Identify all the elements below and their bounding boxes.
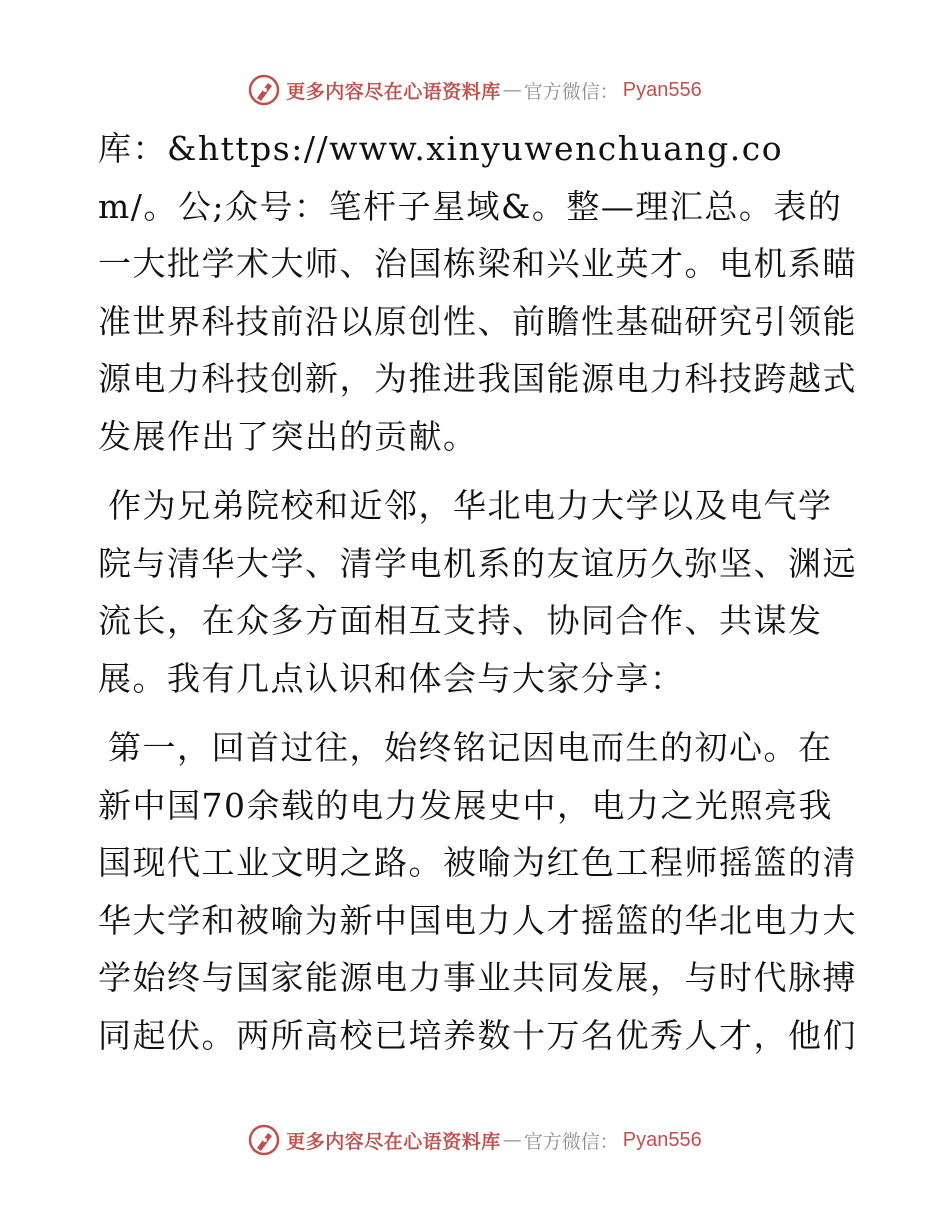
paragraph-3: 第一，回首过往，始终铭记因电而生的初心。在新中国70余载的电力发展史中，电力之光照亮我国现代工业文明之路。被喻为红色工程师摇篮的清华大学和被喻为新中国电力人才摇篮的华北电力大学始终与国家能源电力事业共同发展，与时代脉搏同起伏。两所高校已培养数十万名优秀人才，他们 xyxy=(98,728,857,1055)
paragraph-1: 库：&https://www.xinyuwenchuang.com/。公;众号：笔杆子星域&。整—理汇总。表的一大批学术大师、治国栋梁和兴业英才。电机系瞄准世界科技前沿以原创性、前瞻性基础研究引领能源电力科技创新，为推进我国能源电力科技跨越式发展作出了突出的贡献。 xyxy=(98,129,857,456)
watermark-text: 更多内容尽在心语资料库 xyxy=(286,1130,501,1153)
watermark-dash: — xyxy=(502,79,522,101)
watermark-text: 更多内容尽在心语资料库 xyxy=(286,80,501,103)
watermark-dash: — xyxy=(502,1129,522,1151)
footer-watermark-banner xyxy=(0,1120,950,1160)
document-body xyxy=(98,120,858,1064)
watermark-wechat-label: 官方微信： xyxy=(523,1130,619,1153)
pen-nib-logo-icon xyxy=(248,1124,280,1156)
paragraph-2: 作为兄弟院校和近邻，华北电力大学以及电气学院与清华大学、清学电机系的友谊历久弥坚、渊远流长，在众多方面相互支持、协同合作、共谋发展。我有几点认识和体会与大家分享： xyxy=(98,486,857,698)
header-watermark-banner xyxy=(0,70,950,110)
watermark-wechat-label: 官方微信： xyxy=(523,80,619,103)
watermark-wechat-id: Pyan556 xyxy=(622,1128,702,1151)
watermark-wechat-id: Pyan556 xyxy=(622,78,702,101)
pen-nib-logo-icon xyxy=(248,74,280,106)
